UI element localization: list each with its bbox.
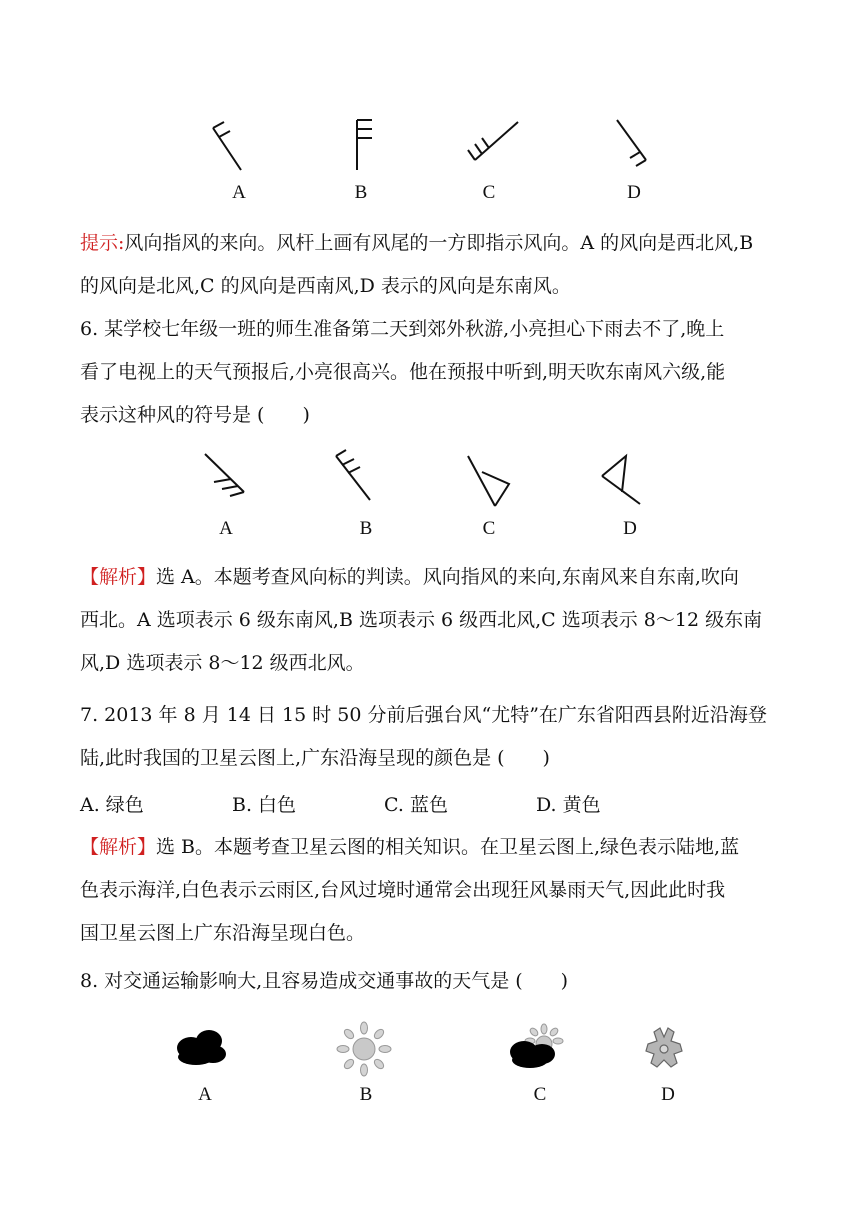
a7-text-1: 选 B。本题考查卫星云图的相关知识。在卫星云图上,绿色表示陆地,蓝 (156, 836, 740, 858)
q7-option-b: B. 白色 (232, 794, 297, 816)
q7-line-2: 陆,此时我国的卫星云图上,广东沿海呈现的颜色是 ( ) (80, 747, 550, 769)
partly-cloudy-icon (510, 1024, 563, 1068)
fig3-caption-c: C (533, 1084, 547, 1105)
wind-direction-figure-1 (0, 110, 860, 210)
wind-force-figure-2 (0, 448, 860, 548)
a6-line-3: 风,D 选项表示 8～12 级西北风。 (80, 652, 365, 674)
a6-text-1: 选 A。本题考查风向标的判读。风向指风的来向,东南风来自东南,吹向 (156, 566, 739, 588)
wind-symbol-1a (213, 122, 241, 170)
wind-symbol-1b (357, 120, 372, 170)
a7-line-3: 国卫星云图上广东沿海呈现白色。 (80, 922, 366, 944)
q6-line-3: 表示这种风的符号是 ( ) (80, 404, 310, 426)
wind-symbol-2a (205, 454, 244, 496)
answer-7 (80, 826, 780, 955)
question-6 (80, 308, 780, 437)
hint-paragraph (80, 222, 780, 308)
q7-option-c: C. 蓝色 (384, 794, 448, 816)
a7-line-1 (80, 826, 780, 869)
fig2-caption-b: B (359, 518, 373, 539)
q7-line-1: 7. 2013 年 8 月 14 日 15 时 50 分前后强台风“尤特”在广东省阳西县附近沿海登 (80, 704, 767, 726)
fig2-caption-a: A (219, 518, 233, 539)
fig2-caption-d: D (623, 518, 637, 539)
snow-icon (646, 1028, 682, 1067)
question-8 (80, 960, 780, 1003)
fig3-caption-b: B (359, 1084, 373, 1105)
q7-option-a: A. 绿色 (80, 794, 144, 816)
hint-text-1: 风向指风的来向。风杆上画有风尾的一方即指示风向。A 的风向是西北风,B (124, 232, 754, 254)
fig3-caption-a: A (198, 1084, 212, 1105)
wind-symbols-2 (0, 448, 860, 548)
wind-symbol-2d (602, 456, 640, 504)
answer-6 (80, 556, 780, 685)
sun-icon (337, 1022, 391, 1076)
wind-symbol-2b (336, 450, 370, 500)
q6-line-2: 看了电视上的天气预报后,小亮很高兴。他在预报中听到,明天吹东南风六级,能 (80, 361, 726, 383)
wind-symbol-1c (468, 122, 518, 160)
fig3-caption-d: D (661, 1084, 675, 1105)
a6-line-1 (80, 556, 780, 599)
wind-symbols-1 (0, 110, 860, 210)
wind-symbol-2c (468, 456, 509, 506)
a6-label: 【解析】 (80, 566, 157, 588)
hint-line-1 (80, 222, 780, 265)
a7-label: 【解析】 (80, 836, 157, 858)
hint-line-2: 的风向是北风,C 的风向是西南风,D 表示的风向是东南风。 (80, 275, 571, 297)
q7-option-d: D. 黄色 (536, 794, 601, 816)
fig1-caption-c: C (482, 182, 496, 203)
weather-symbols (0, 1016, 860, 1086)
fig1-caption-d: D (627, 182, 641, 203)
q6-line-1: 6. 某学校七年级一班的师生准备第二天到郊外秋游,小亮担心下雨去不了,晚上 (80, 318, 725, 340)
fig1-caption-b: B (354, 182, 368, 203)
fig2-caption-c: C (482, 518, 496, 539)
a7-line-2: 色表示海洋,白色表示云雨区,台风过境时通常会出现狂风暴雨天气,因此此时我 (80, 879, 726, 901)
hint-label: 提示: (80, 232, 125, 254)
weather-symbols-figure-3 (0, 1016, 860, 1116)
fig1-caption-a: A (232, 182, 246, 203)
a6-line-2: 西北。A 选项表示 6 级东南风,B 选项表示 6 级西北风,C 选项表示 8～12 级东南 (80, 609, 763, 631)
q8-line-1: 8. 对交通运输影响大,且容易造成交通事故的天气是 ( ) (80, 970, 569, 992)
wind-symbol-1d (617, 120, 646, 166)
question-7 (80, 694, 780, 780)
cloud-icon (177, 1030, 226, 1065)
